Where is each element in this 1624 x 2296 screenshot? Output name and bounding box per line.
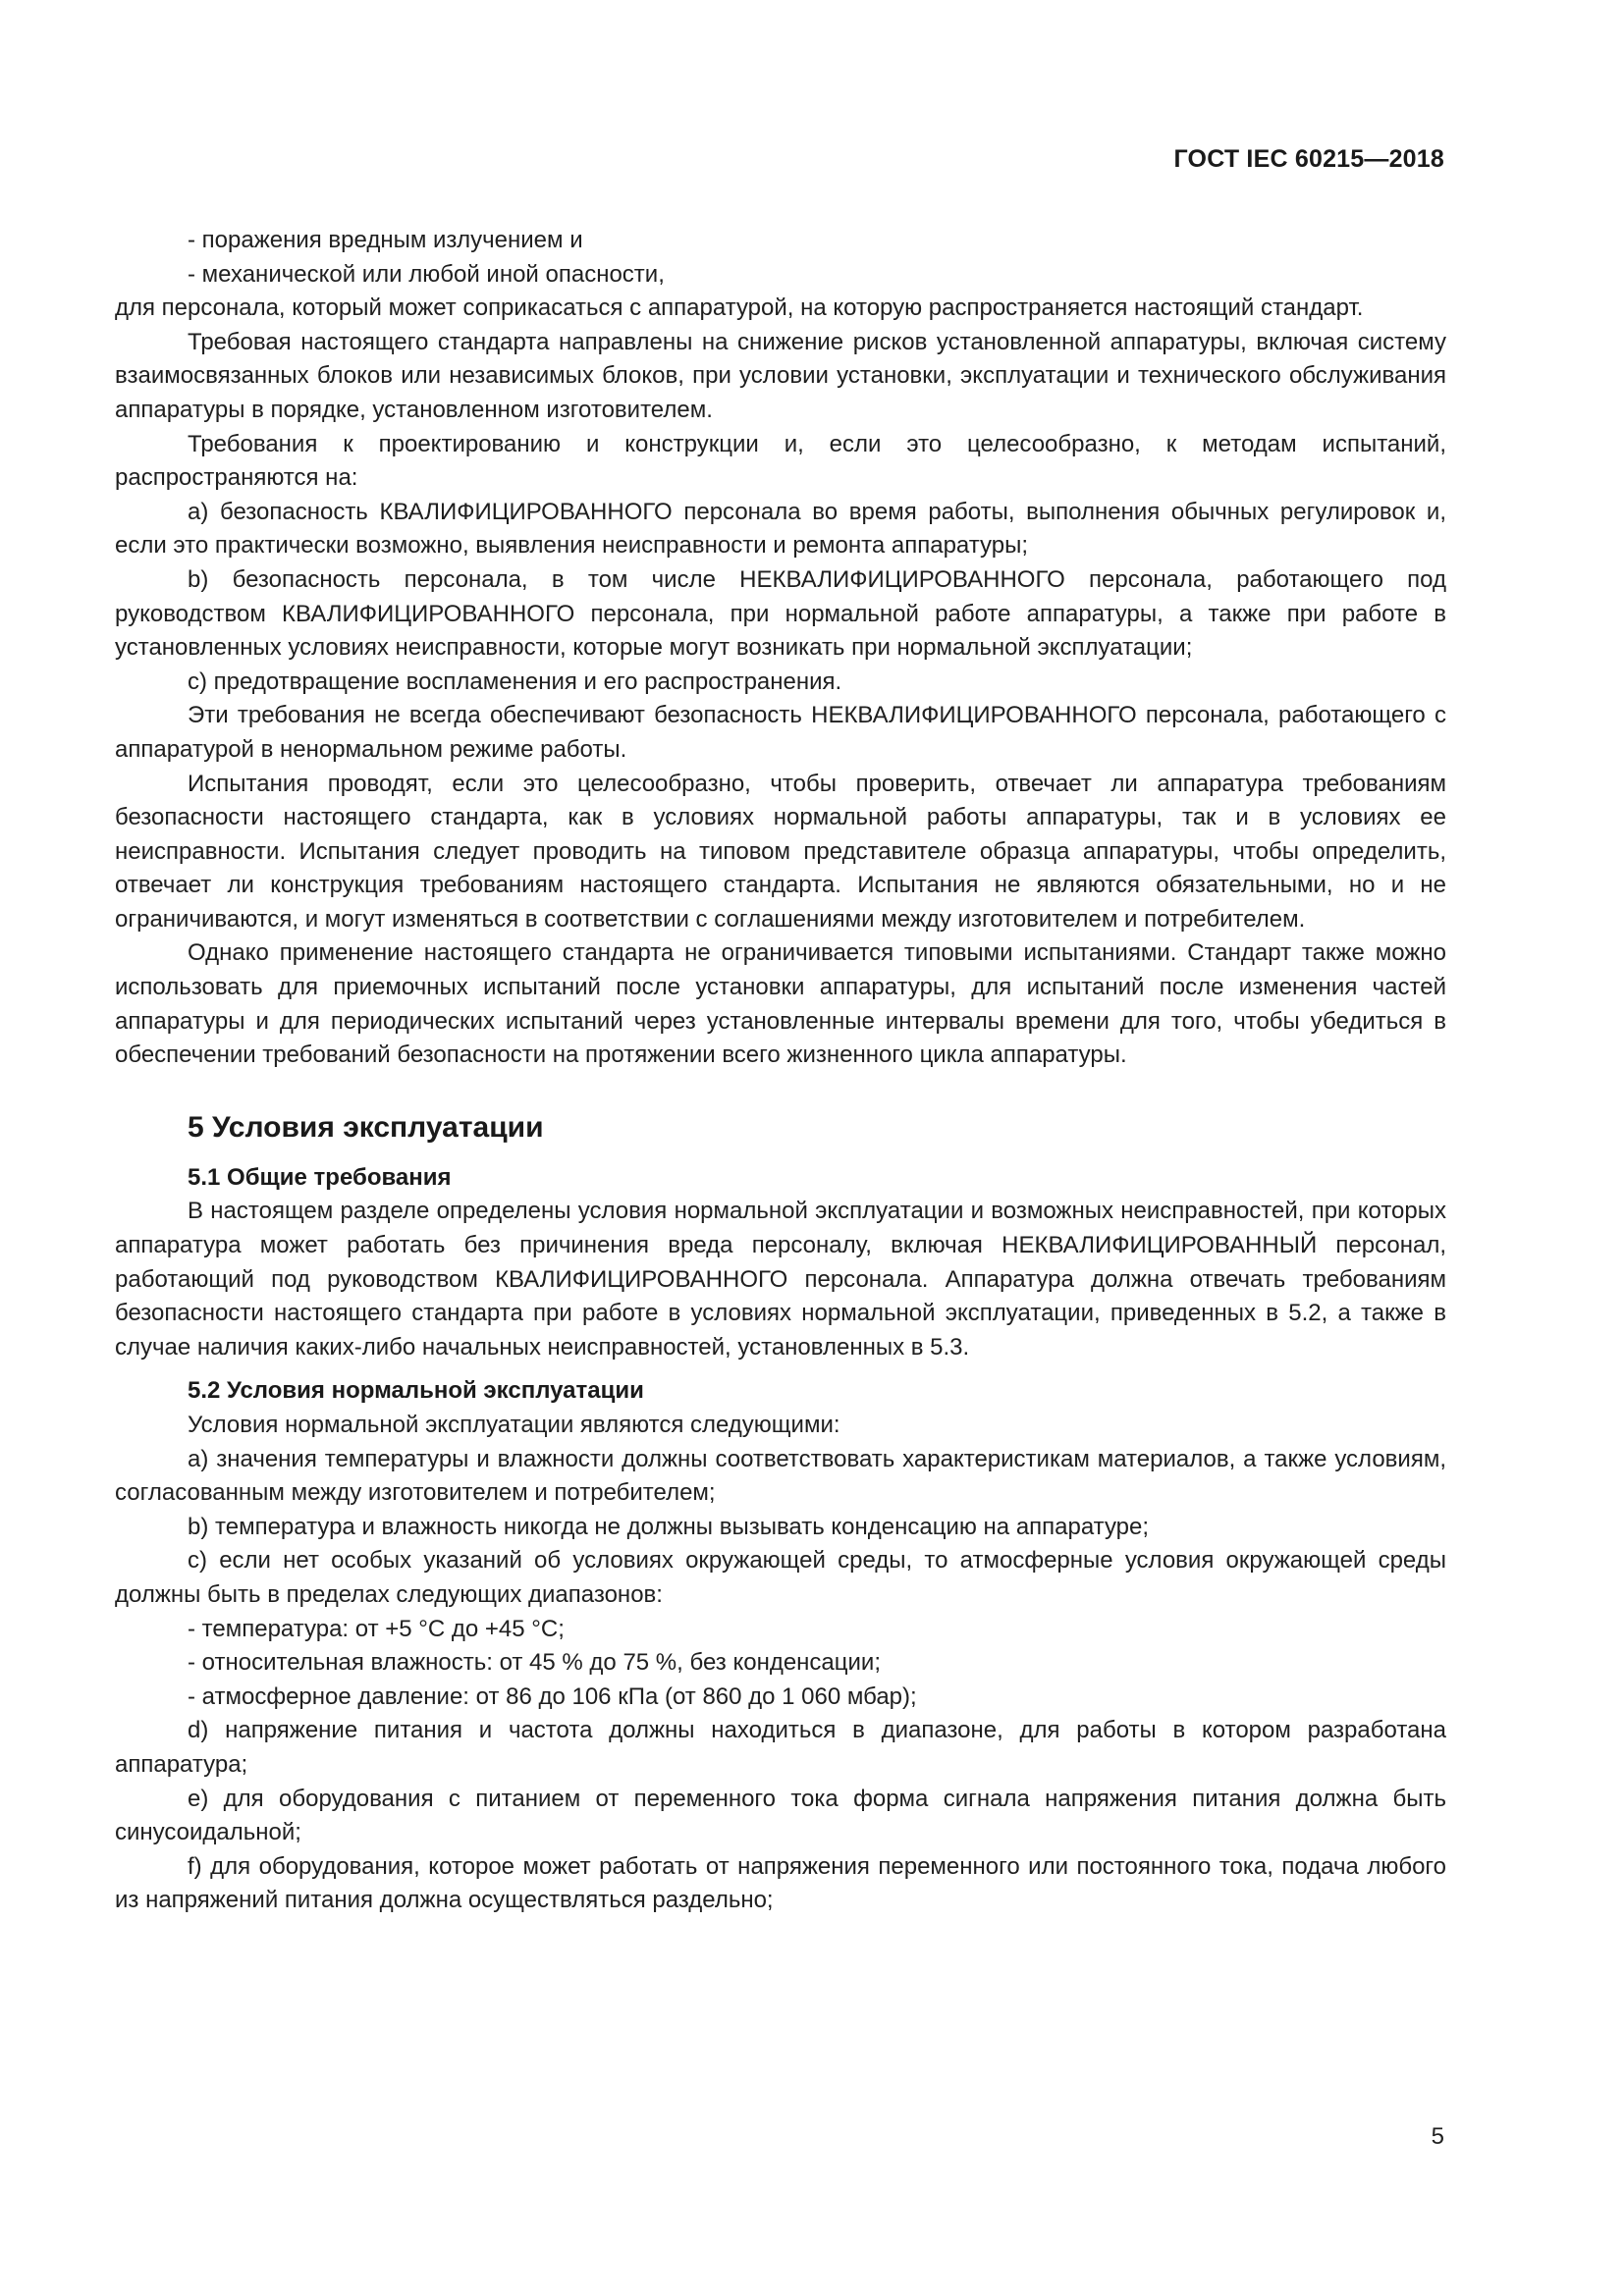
paragraph: Эти требования не всегда обеспечивают безопасность НЕКВАЛИФИЦИРОВАННОГО персонала, работающего с аппаратурой в ненормальном режиме работы. xyxy=(115,702,1446,763)
paragraph: Испытания проводят, если это целесообразно, чтобы проверить, отвечает ли аппаратура требованиям безопасности настоящего стандарта, как в условиях нормальной работы аппаратуры, так и в условиях ее неисправности. Испытания следует проводить на типовом представителе образца аппаратуры, чтобы определить, отвечает ли конструкция требованиям настоящего стандарта. Испытания не являются обязательными, но и не ограничиваются, и могут изменяться в соответствии с соглашениями между изготовителем и потребителем. xyxy=(115,770,1446,933)
list-item: e) для оборудования с питанием от переменного тока форма сигнала напряжения питания должна быть синусоидальной; xyxy=(115,1785,1446,1846)
paragraph: Условия нормальной эксплуатации являются следующими: xyxy=(188,1412,840,1438)
page-content xyxy=(115,224,1446,1918)
intro-block xyxy=(115,224,1446,1073)
paragraph: для персонала, который может соприкасаться с аппаратурой, на которую распространяется настоящий стандарт. xyxy=(115,294,1364,322)
list-item: d) напряжение питания и частота должны находиться в диапазоне, для работы в котором разработана аппаратура; xyxy=(115,1717,1446,1778)
list-item: - температура: от +5 °С до +45 °С; xyxy=(188,1615,565,1642)
standard-designation: ГОСТ IEC 60215—2018 xyxy=(1173,145,1444,173)
list-item: f) для оборудования, которое может работать от напряжения переменного или постоянного тока, подача любого из напряжений питания должна осуществляться раздельно; xyxy=(115,1852,1446,1914)
section-heading: 5 Условия эксплуатации xyxy=(188,1110,544,1144)
list-item: c) если нет особых указаний об условиях окружающей среды, то атмосферные условия окружающей среды должны быть в пределах следующих диапазонов: xyxy=(115,1547,1446,1608)
subsection-heading: 5.1 Общие требования xyxy=(188,1163,452,1191)
list-item: a) значения температуры и влажности должны соответствовать характеристикам материалов, а также условиям, согласованным между изготовителем и потребителем; xyxy=(115,1445,1446,1507)
list-item: a) безопасность КВАЛИФИЦИРОВАННОГО персонала во время работы, выполнения обычных регулировок и, если это практически возможно, выявления неисправности и ремонта аппаратуры; xyxy=(115,498,1446,560)
paragraph: Требовая настоящего стандарта направлены на снижение рисков установленной аппаратуры, включая систему взаимосвязанных блоков или независимых блоков, при условии установки, эксплуатации и технического обслуживания аппаратуры в порядке, установленном изготовителем. xyxy=(115,328,1446,423)
list-item: b) безопасность персонала, в том числе НЕКВАЛИФИЦИРОВАННОГО персонала, работающего под руководством КВАЛИФИЦИРОВАННОГО персонала, при нормальной работе аппаратуры, а также при работе в установленных условиях неисправности, которые могут возникать при нормальной эксплуатации; xyxy=(115,565,1446,662)
paragraph: - механической или любой иной опасности, xyxy=(188,260,665,288)
list-item: c) предотвращение воспламенения и его распространения. xyxy=(188,667,842,695)
paragraph: Однако применение настоящего стандарта не ограничивается типовыми испытаниями. Стандарт также можно использовать для приемочных испытаний после установки аппаратуры, для испытаний после изменения частей аппаратуры и для периодических испытаний через установленные интервалы времени для того, чтобы убедиться в обеспечении требований безопасности на протяжении всего жизненного цикла аппаратуры. xyxy=(115,939,1446,1069)
paragraph: Требования к проектированию и конструкции и, если это целесообразно, к методам испытаний, распространяются на: xyxy=(115,430,1446,492)
list-item: - атмосферное давление: от 86 до 106 кПа (от 860 до 1 060 мбар); xyxy=(188,1682,917,1710)
list-item: - относительная влажность: от 45 % до 75 %, без конденсации; xyxy=(188,1649,881,1677)
list-item: b) температура и влажность никогда не должны вызывать конденсацию на аппаратуре; xyxy=(188,1513,1150,1540)
paragraph: В настоящем разделе определены условия нормальной эксплуатации и возможных неисправностей, при которых аппаратура может работать без причинения вреда персоналу, включая НЕКВАЛИФИЦИРОВАННЫЙ персонал, работающий под руководством КВАЛИФИЦИРОВАННОГО персонала. Аппаратура должна отвечать требованиям безопасности настоящего стандарта при работе в условиях нормальной эксплуатации, приведенных в 5.2, а также в случае наличия каких-либо начальных неисправностей, установленных в 5.3. xyxy=(115,1198,1446,1361)
page-number: 5 xyxy=(1431,2123,1444,2150)
paragraph: - поражения вредным излучением и xyxy=(188,227,583,253)
subsection-heading: 5.2 Условия нормальной эксплуатации xyxy=(188,1377,644,1405)
